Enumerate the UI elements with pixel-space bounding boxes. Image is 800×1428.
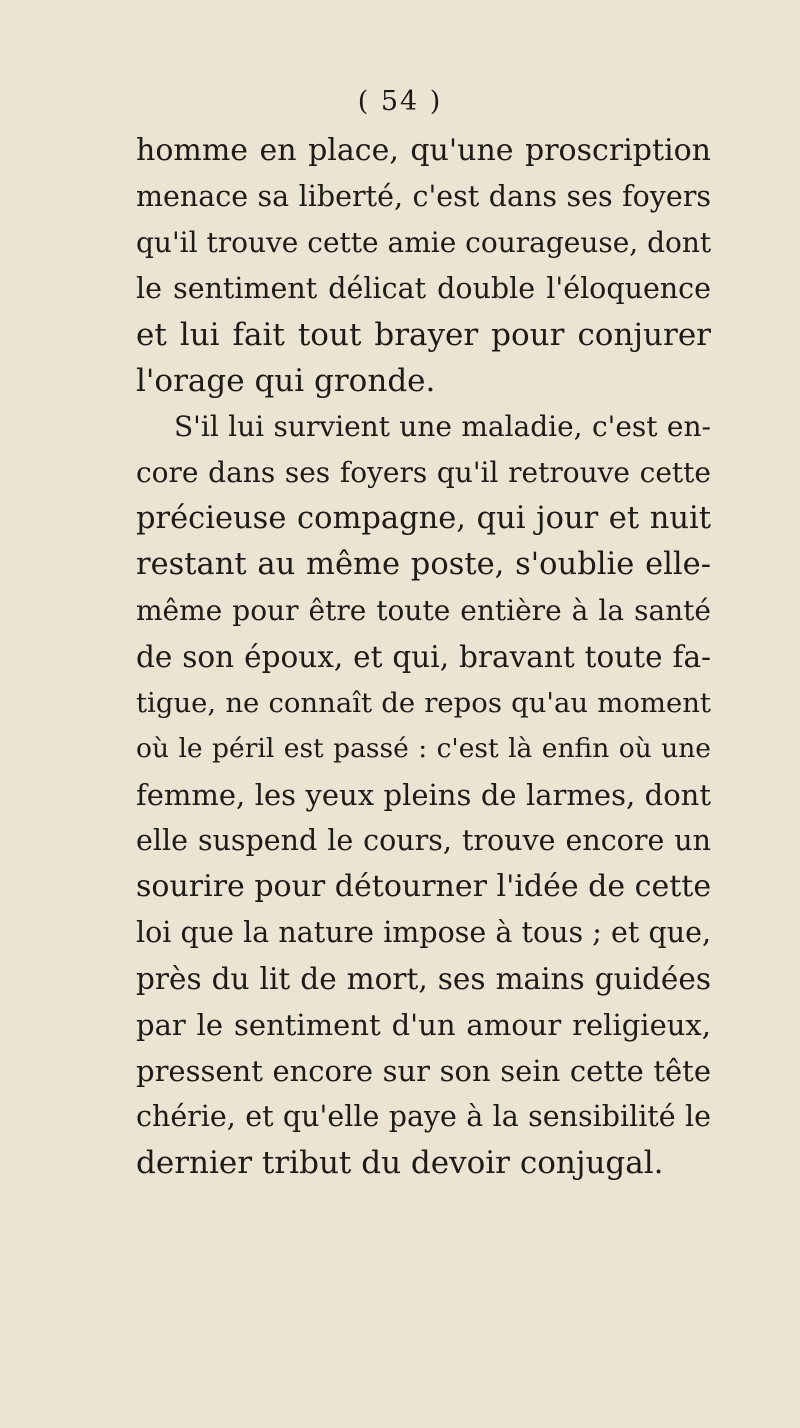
text-line: dernier tribut du devoir conjugal.	[136, 1145, 664, 1181]
page-number: ( 54 )	[357, 86, 443, 117]
text-line: sourire pour détourner l'idée de cette	[136, 869, 712, 904]
text-line: par le sentiment d'un amour religieux,	[136, 1008, 711, 1042]
text-line: et lui fait tout brayer pour conjurer	[136, 317, 711, 353]
text-line: loi que la nature impose à tous ; et que,	[136, 916, 711, 949]
text-line: près du lit de mort, ses mains guidées	[136, 962, 711, 996]
body-text	[136, 128, 711, 1186]
text-line: tigue, ne connaît de repos qu'au moment	[136, 687, 711, 719]
text-line: qu'il trouve cette amie courageuse, dont	[136, 226, 712, 259]
text-line: restant au même poste, s'oublie elle-	[136, 547, 711, 582]
text-line: de son époux, et qui, bravant toute fa-	[136, 640, 711, 674]
text-line: l'orage qui gronde.	[136, 363, 436, 399]
text-line: core dans ses foyers qu'il retrouve cette	[136, 456, 711, 489]
text-line: le sentiment délicat double l'éloquence	[136, 272, 711, 305]
text-line: homme en place, qu'une proscription	[136, 133, 711, 168]
text-line: même pour être toute entière à la santé	[136, 594, 711, 627]
text-line: chérie, et qu'elle paye à la sensibilité le	[136, 1100, 711, 1133]
text-line: menace sa liberté, c'est dans ses foyers	[136, 180, 711, 213]
text-line: S'il lui survient une maladie, c'est en-	[174, 410, 711, 443]
text-line: pressent encore sur son sein cette tête	[136, 1054, 711, 1088]
text-line: où le péril est passé : c'est là enfin où une	[136, 733, 711, 764]
text-line: précieuse compagne, qui jour et nuit	[136, 501, 711, 536]
text-line: elle suspend le cours, trouve encore un	[136, 824, 711, 857]
text-line: femme, les yeux pleins de larmes, dont	[136, 778, 711, 812]
